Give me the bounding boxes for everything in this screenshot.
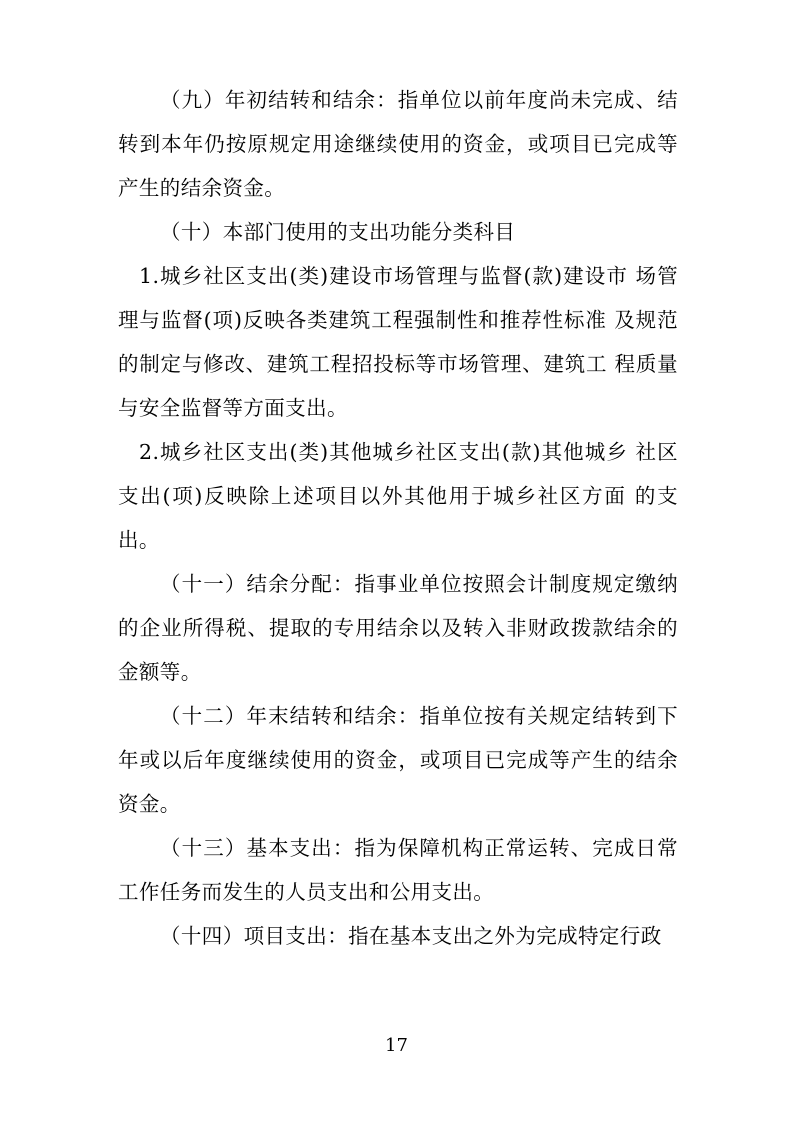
paragraph-item-10: （十）本部门使用的支出功能分类科目 [160,220,516,244]
page-number: 17 [385,1035,408,1056]
paragraph-item-10-sub-1: 1.城乡社区支出(类)建设市场管理与监督(款)建设市 场管理与监督(项)反映各类建筑工程强制性和推荐性标准 及规范的制定与修改、建筑工程招投标等市场管理、建筑工 程质量与安全监督等方面支出。 [118,264,678,420]
document-body [118,78,678,958]
paragraph-item-9: （九）年初结转和结余：指单位以前年度尚未完成、结转到本年仍按原规定用途继续使用的资金，或项目已完成等产生的结余资金。 [118,88,678,200]
paragraph-item-13: （十三）基本支出：指为保障机构正常运转、完成日常工作任务而发生的人员支出和公用支出。 [118,836,678,904]
paragraph-item-12: （十二）年末结转和结余：指单位按有关规定结转到下年或以后年度继续使用的资金，或项目已完成等产生的结余资金。 [118,704,678,816]
paragraph-item-14: （十四）项目支出：指在基本支出之外为完成特定行政 [160,924,662,948]
paragraph-item-10-sub-2: 2.城乡社区支出(类)其他城乡社区支出(款)其他城乡 社区支出(项)反映除上述项目以外其他用于城乡社区方面 的支出。 [118,440,678,552]
paragraph-item-11: （十一）结余分配：指事业单位按照会计制度规定缴纳的企业所得税、提取的专用结余以及转入非财政拨款结余的金额等。 [118,572,678,684]
